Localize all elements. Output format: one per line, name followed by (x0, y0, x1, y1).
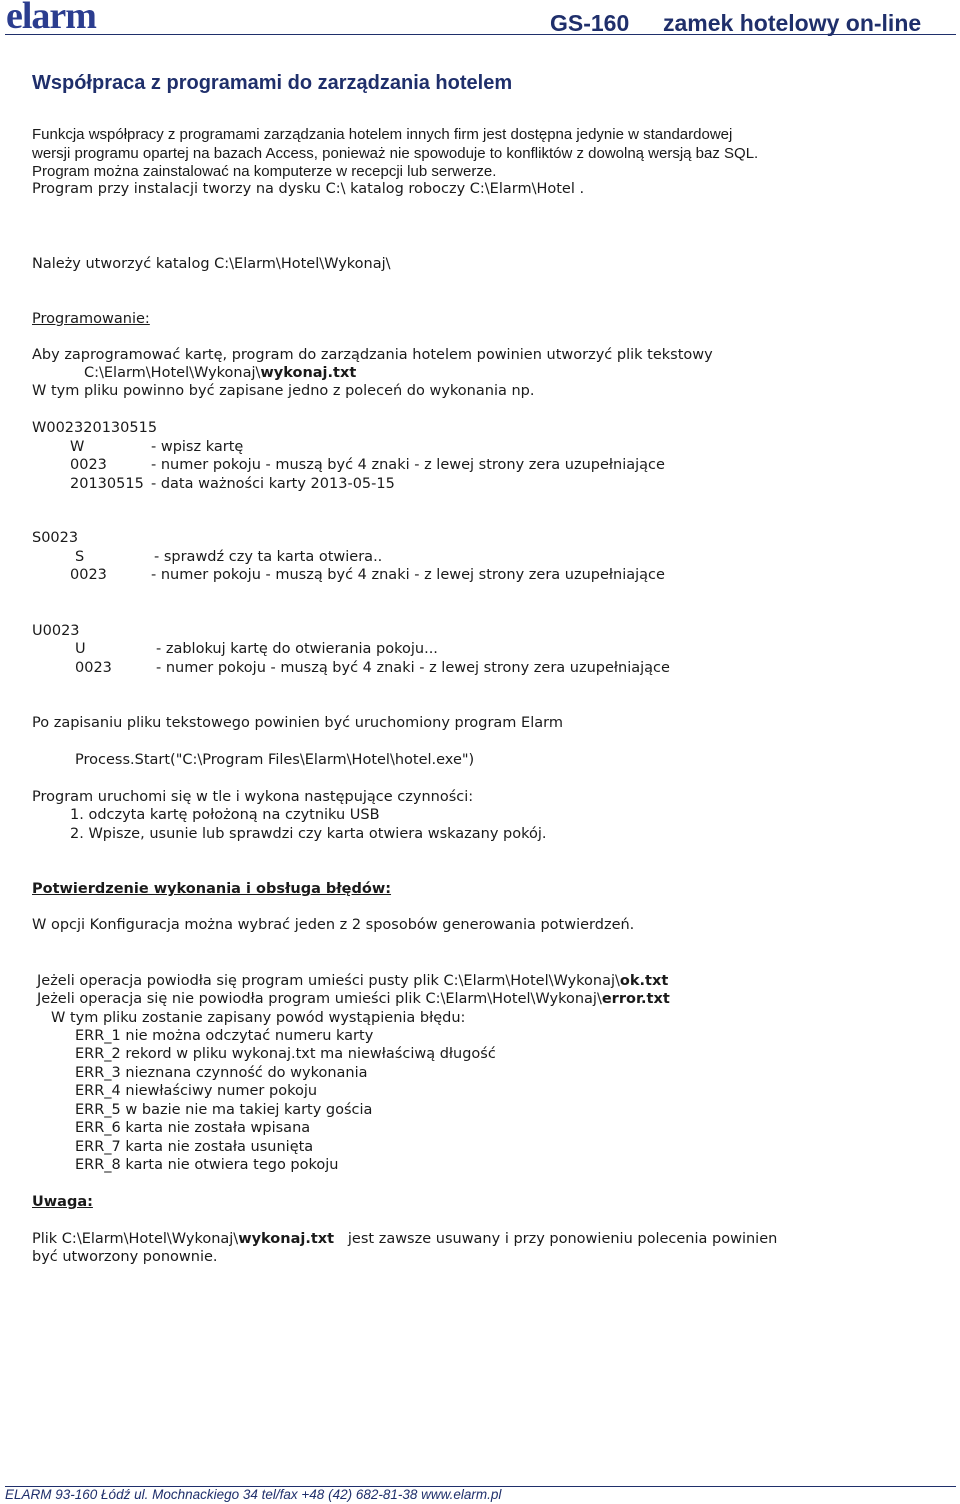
example-desc: - sprawdź czy ta karta otwiera.. (154, 549, 383, 565)
run-line: Po zapisaniu pliku tekstowego powinien być uruchomiony program Elarm (32, 715, 563, 731)
example-key: 20130515 (70, 476, 144, 492)
create-dir-line: Należy utworzyć katalog C:\Elarm\Hotel\Wykonaj\ (32, 256, 391, 272)
note-heading: Uwaga: (32, 1194, 93, 1210)
programming-line: Aby zaprogramować kartę, program do zarządzania hotelem powinien utworzyć plik tekstowy (32, 347, 713, 363)
example-desc: - numer pokoju - muszą być 4 znaki - z lewej strony zera uzupełniające (151, 457, 665, 473)
intro-line: wersji programu opartej na bazach Access, ponieważ nie spowoduje to konfliktów z dowolną wersją baz SQL. (32, 145, 759, 162)
example-key: S (75, 549, 85, 565)
note-prefix: Plik C:\Elarm\Hotel\Wykonaj\ (32, 1231, 239, 1247)
footer-text: ELARM 93-160 Łódź ul. Mochnackiego 34 tel/fax +48 (42) 682-81-38 www.elarm.pl (5, 1487, 502, 1502)
error-prefix: Jeżeli operacja się nie powiodła program umieści plik C:\Elarm\Hotel\Wykonaj\ (37, 991, 602, 1007)
error-file: error.txt (601, 991, 670, 1007)
example-desc: - wpisz kartę (151, 439, 244, 455)
intro-line: Funkcja współpracy z programami zarządzania hotelem innych firm jest dostępna jedynie w standardowej (32, 126, 733, 143)
error-line (37, 991, 670, 1007)
error-code: ERR_3 nieznana czynność do wykonania (75, 1065, 368, 1081)
programming-path (84, 365, 356, 381)
run-command: Process.Start("C:\Program Files\Elarm\Hotel\hotel.exe") (75, 752, 475, 768)
error-code: ERR_4 niewłaściwy numer pokoju (75, 1083, 318, 1099)
ok-file: ok.txt (619, 973, 669, 989)
error-code: ERR_1 nie można odczytać numeru karty (75, 1028, 374, 1044)
install-line: Program przy instalacji tworzy na dysku C:\ katalog roboczy C:\Elarm\Hotel . (32, 181, 585, 197)
note-line: być utworzony ponownie. (32, 1249, 218, 1265)
programming-heading: Programowanie: (32, 311, 150, 327)
example-desc: - numer pokoju - muszą być 4 znaki - z lewej strony zera uzupełniające (156, 660, 670, 676)
ok-prefix: Jeżeli operacja powiodła się program umieści pusty plik C:\Elarm\Hotel\Wykonaj\ (37, 973, 620, 989)
page-title: Współpraca z programami do zarządzania hotelem (32, 72, 513, 94)
error-code: ERR_8 karta nie otwiera tego pokoju (75, 1157, 339, 1173)
confirm-heading: Potwierdzenie wykonania i obsługa błędów: (32, 881, 392, 897)
example-key: 0023 (75, 660, 112, 676)
error-code: ERR_7 karta nie została usunięta (75, 1139, 314, 1155)
intro-line: Program można zainstalować na komputerze w recepcji lub serwerze. (32, 163, 497, 180)
run-step: 2. Wpisze, usunie lub sprawdzi czy karta otwiera wskazany pokój. (70, 826, 547, 842)
error-code: ERR_2 rekord w pliku wykonaj.txt ma niewłaściwą długość (75, 1046, 496, 1062)
reason-line: W tym pliku zostanie zapisany powód wystąpienia błędu: (51, 1010, 466, 1026)
header-divider (5, 34, 956, 35)
run-line: Program uruchomi się w tle i wykona następujące czynności: (32, 789, 474, 805)
path-file: wykonaj.txt (260, 365, 357, 381)
product-label: zamek hotelowy on-line (663, 10, 922, 36)
note-line (32, 1231, 777, 1247)
example-code: S0023 (32, 530, 79, 546)
example-desc: - numer pokoju - muszą być 4 znaki - z lewej strony zera uzupełniające (151, 567, 665, 583)
example-key: W (70, 439, 85, 455)
model-label: GS-160 (550, 10, 630, 36)
error-code: ERR_5 w bazie nie ma takiej karty gościa (75, 1102, 373, 1118)
confirm-line: W opcji Konfiguracja można wybrać jeden z 2 sposobów generowania potwierdzeń. (32, 917, 635, 933)
path-prefix: C:\Elarm\Hotel\Wykonaj\ (84, 365, 261, 381)
example-key: 0023 (70, 567, 107, 583)
example-desc: - data ważności karty 2013-05-15 (151, 476, 395, 492)
example-desc: - zablokuj kartę do otwierania pokoju... (156, 641, 438, 657)
note-file: wykonaj.txt (238, 1231, 335, 1247)
example-key: 0023 (70, 457, 107, 473)
error-code: ERR_6 karta nie została wpisana (75, 1120, 311, 1136)
elarm-logo: elarm (6, 0, 96, 37)
example-key: U (75, 641, 86, 657)
programming-line: W tym pliku powinno być zapisane jedno z poleceń do wykonania np. (32, 383, 535, 399)
example-code: U0023 (32, 623, 80, 639)
ok-line (37, 973, 668, 989)
note-rest: jest zawsze usuwany i przy ponowieniu polecenia powinien (334, 1231, 778, 1247)
example-code: W002320130515 (32, 420, 158, 436)
run-step: 1. odczyta kartę położoną na czytniku USB (70, 807, 380, 823)
